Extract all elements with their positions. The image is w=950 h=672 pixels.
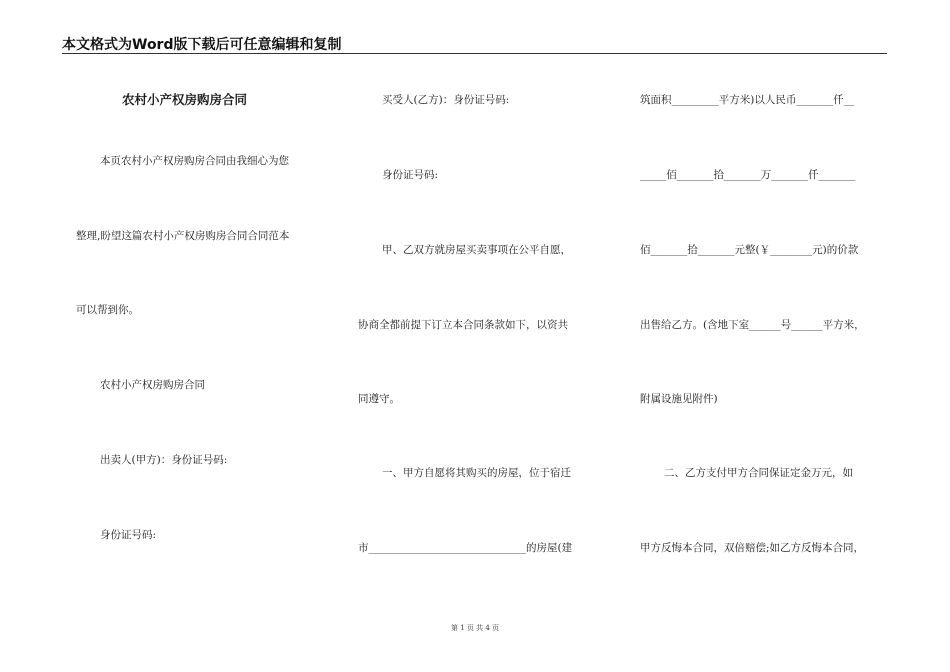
paragraph-line: 同遵守。 [358, 393, 400, 405]
paragraph-line: _____佰_______拾_______万_______仟_______ [640, 169, 856, 181]
paragraph-line: 身份证号码: [382, 169, 439, 181]
paragraph-line: 附属设施见附件) [640, 393, 718, 405]
paragraph-line: 整理,盼望这篇农村小产权房购房合同合同范本 [76, 230, 290, 242]
paragraph-line: 市______________________________的房屋(建 [358, 542, 573, 554]
header-divider [62, 53, 887, 54]
paragraph-line: 甲方反悔本合同，双倍赔偿;如乙方反悔本合同， [640, 542, 865, 554]
paragraph-line: 买受人(乙方)：身份证号码: [382, 94, 510, 106]
paragraph-line: 甲、乙双方就房屋买卖事项在公平自愿， [382, 244, 571, 256]
paragraph-line: 出卖人(甲方)：身份证号码: [100, 454, 228, 466]
document-title: 农村小产权房购房合同 [122, 92, 248, 107]
paragraph-line: 农村小产权房购房合同 [100, 379, 205, 391]
document-header: 本文格式为Word版下载后可任意编辑和复制 [62, 37, 342, 53]
paragraph-line: 出售给乙方。(含地下室______号______平方米， [640, 319, 865, 331]
paragraph-line: 佰_______拾_______元整(￥________元)的价款 [640, 244, 859, 256]
paragraph-line: 身份证号码: [100, 529, 157, 541]
paragraph-line: 本页农村小产权房购房合同由我细心为您 [100, 155, 289, 167]
paragraph-line: 一、甲方自愿将其购买的房屋，位于宿迁 [382, 467, 571, 479]
paragraph-line: 协商全都前提下订立本合同条款如下，以资共 [358, 319, 568, 331]
page-number: 第 1 页 共 4 页 [450, 624, 500, 632]
paragraph-line: 二、乙方支付甲方合同保证定金万元，如 [664, 467, 853, 479]
paragraph-line: 可以帮到你。 [76, 304, 139, 316]
paragraph-line: 筑面积_________平方米)以人民币_______仟__ [640, 94, 855, 106]
